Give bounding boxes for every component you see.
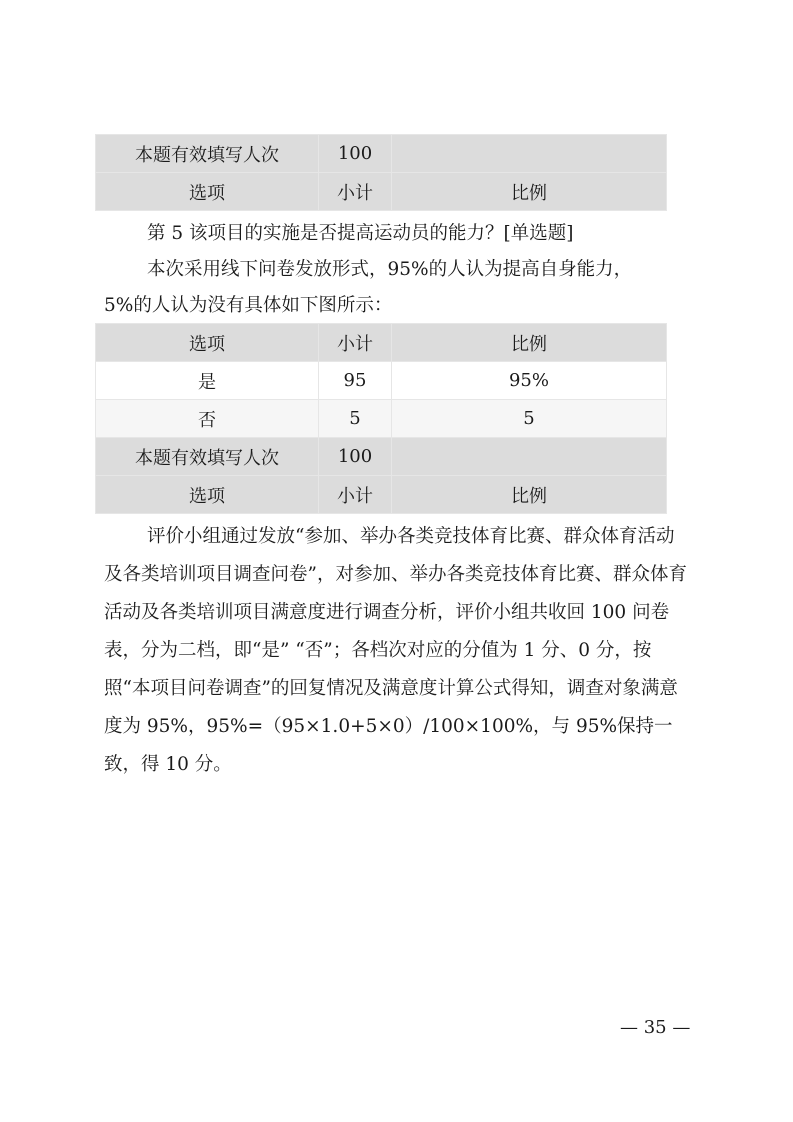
table-cell: 比例 bbox=[392, 476, 667, 514]
table-total-row bbox=[96, 438, 667, 476]
question5-table bbox=[95, 323, 667, 514]
table-row bbox=[96, 135, 667, 173]
evaluation-paragraph: 评价小组通过发放“参加、举办各类竞技体育比赛、群众体育活动及各类培训项目调查问卷”，对参加、举办各类竞技体育比赛、群众体育活动及各类培训项目满意度进行调查分析，评价小组共收回 100 问卷表，分为二档，即“是” “否”；各档次对应的分值为 1 分、0 分，按照“本项目问卷调查”的回复情况及满意度计算公式得知，调查对象满意度为 95%，95%=（95×1.0+5×0）/100×100%，与 95%保持一致，得 10 分。 bbox=[104, 526, 687, 775]
table-header-cell: 比例 bbox=[392, 324, 667, 362]
table-cell: 本题有效填写人次 bbox=[96, 438, 319, 476]
table-cell: 100 bbox=[319, 438, 392, 476]
table-cell: 100 bbox=[319, 135, 392, 173]
table-cell: 选项 bbox=[96, 476, 319, 514]
table-cell: 否 bbox=[96, 400, 319, 438]
table-footer-row bbox=[96, 476, 667, 514]
question-title: 第 5 该项目的实施是否提高运动员的能力？[单选题] bbox=[147, 223, 574, 244]
summary-table-top bbox=[95, 134, 667, 211]
table-cell: 小计 bbox=[319, 476, 392, 514]
table-cell bbox=[392, 135, 667, 173]
table-cell: 本题有效填写人次 bbox=[96, 135, 319, 173]
table-cell: 小计 bbox=[319, 173, 392, 211]
question-intro-line1: 本次采用线下问卷发放形式，95%的人认为提高自身能力， bbox=[147, 259, 633, 280]
table-header-cell: 选项 bbox=[96, 324, 319, 362]
table-cell: 比例 bbox=[392, 173, 667, 211]
table-cell: 5 bbox=[319, 400, 392, 438]
table-header-row bbox=[96, 324, 667, 362]
table-cell: 95% bbox=[392, 362, 667, 400]
question-intro-line2: 5%的人认为没有具体如下图所示： bbox=[104, 295, 393, 316]
table-header-cell: 小计 bbox=[319, 324, 392, 362]
table-row bbox=[96, 362, 667, 400]
table-cell bbox=[392, 438, 667, 476]
table-cell: 选项 bbox=[96, 173, 319, 211]
table-cell: 5 bbox=[392, 400, 667, 438]
table-cell: 95 bbox=[319, 362, 392, 400]
table-row bbox=[96, 173, 667, 211]
table-cell: 是 bbox=[96, 362, 319, 400]
page-number: — 35 — bbox=[620, 1017, 691, 1038]
table-row bbox=[96, 400, 667, 438]
